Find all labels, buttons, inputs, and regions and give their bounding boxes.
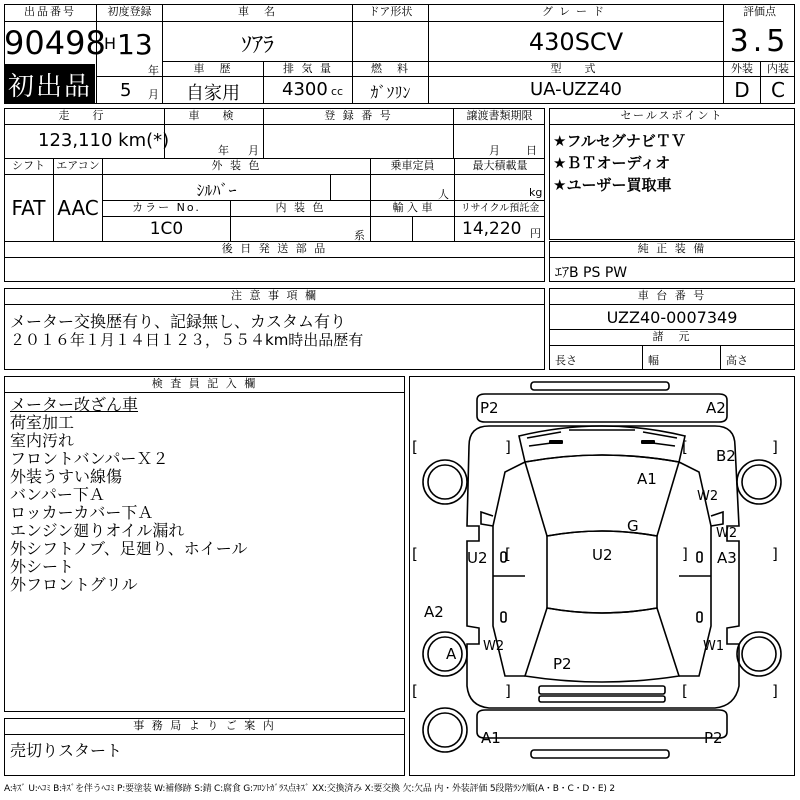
year-unit: 年 [148, 64, 159, 77]
lot-no: 90498 [4, 24, 106, 62]
inspection-label: 車 検 [188, 109, 240, 122]
length-label: 長さ [555, 354, 577, 367]
ext-color-value: ｼﾙﾊﾞｰ [196, 181, 237, 200]
recycle-unit: 円 [530, 227, 541, 240]
score-label: 評価点 [743, 5, 776, 18]
panel-bracket: ] [505, 438, 511, 456]
displacement-value: 4300 [282, 79, 328, 100]
import-label: 輸 入 車 [392, 201, 433, 214]
sales-point-item: ★フルセグナビＴＶ [553, 132, 686, 150]
inspector-line: フロントバンパーＸ２ [10, 449, 169, 468]
later-parts-label: 後 日 発 送 部 品 [221, 242, 328, 255]
panel-bracket: ] [682, 545, 688, 563]
inspector-line: 荷室加工 [10, 413, 75, 432]
inspector-line: ロッカーカバー下Ａ [10, 503, 154, 522]
panel-bracket: [ [412, 545, 418, 563]
inspector-line: 室内汚れ [10, 431, 75, 450]
score-value: 3.5 [729, 24, 790, 59]
inspector-line: メーター改ざん車 [10, 395, 139, 414]
load-unit: kg [529, 186, 543, 199]
height-label: 高さ [726, 354, 748, 367]
insp-year-unit: 年 [218, 144, 229, 157]
color-no-value: 1C0 [149, 219, 184, 239]
damage-mark: W1 [703, 639, 725, 654]
model-value: UA-UZZ40 [529, 79, 622, 100]
damage-mark: A3 [717, 549, 737, 567]
inspector-line: 外装うすい線傷 [10, 467, 123, 486]
panel-bracket: [ [412, 682, 418, 700]
fuel-label: 燃 料 [371, 62, 410, 75]
exterior-label: 外装 [731, 62, 753, 75]
int-color-unit: 系 [354, 229, 365, 242]
panel-bracket: ] [772, 682, 778, 700]
transfer-day-unit: 日 [526, 144, 537, 157]
damage-mark: W2 [716, 526, 738, 541]
damage-mark: A [446, 645, 457, 663]
first-reg-label: 初度登録 [107, 5, 152, 18]
damage-mark: A1 [637, 470, 657, 488]
color-no-label: カラー No. [132, 201, 201, 214]
mileage-label: 走 行 [58, 109, 110, 122]
displacement-unit: cc [331, 85, 344, 98]
panel-bracket: [ [682, 438, 688, 456]
sales-point-item: ★ＢＴオーディオ [553, 154, 671, 172]
damage-mark: U2 [592, 546, 613, 564]
interior-value: C [771, 78, 785, 102]
capacity-unit: 人 [438, 188, 449, 201]
regno-label: 登 録 番 号 [324, 109, 393, 122]
inspector-line: 外フロントグリル [10, 575, 138, 594]
damage-mark: G [627, 517, 639, 535]
ext-color-label: 外 装 色 [211, 159, 262, 172]
transfer-month-unit: 月 [489, 144, 500, 157]
capacity-label: 乗車定員 [390, 159, 435, 172]
notes-line: ２０１６年１月１４日１２３，５５４km時出品歴有 [10, 331, 364, 349]
exterior-value: D [734, 78, 750, 102]
notes-line: メーター交換歴有り、記録無し、カスタム有り [10, 312, 347, 331]
era: H [104, 34, 117, 53]
inspector-line: バンパー下Ａ [10, 485, 105, 504]
history-value: 自家用 [186, 83, 240, 104]
reg-year: 13 [117, 28, 153, 61]
panel-bracket: ] [772, 438, 778, 456]
chassis-value: UZZ40-0007349 [606, 308, 738, 327]
model-label: 型 式 [550, 62, 602, 75]
inspector-label: 検 査 員 記 入 欄 [151, 377, 258, 390]
damage-mark: P2 [704, 729, 723, 747]
sales-points-label: セールスポイント [620, 109, 724, 122]
panel-bracket: ] [505, 682, 511, 700]
recycle-value: 14,220 [462, 219, 522, 239]
inspector-line: 外シート [10, 557, 75, 576]
door-label: ドア形状 [368, 5, 413, 18]
dims-label: 諸 元 [652, 330, 692, 343]
lot-no-label: 出品番号 [24, 5, 76, 18]
car-name-label: 車 名 [238, 5, 277, 18]
car-name: ｿｱﾗ [240, 33, 274, 58]
office-value: 売切りスタート [10, 741, 123, 760]
car-diagram [409, 376, 795, 776]
interior-label: 内装 [767, 62, 789, 75]
int-color-label: 内 装 色 [275, 201, 326, 214]
load-label: 最大積載量 [472, 159, 528, 172]
notes-label: 注 意 事 項 欄 [231, 289, 318, 302]
damage-mark: P2 [480, 399, 499, 417]
damage-mark: W2 [483, 639, 505, 654]
ac-label: エアコン [56, 159, 100, 172]
panel-bracket: [ [412, 438, 418, 456]
history-label: 車 歴 [193, 62, 233, 75]
first-listing-label: 初出品 [7, 72, 92, 102]
inspector-notes [10, 396, 247, 594]
legend: A:ｷｽﾞ U:ﾍｺﾐ B:ｷｽﾞを伴うﾍｺﾐ P:要塗装 W:補修跡 S:錆 C:腐食 G:ﾌﾛﾝﾄｶﾞﾗｽ点ｷｽﾞ XX:交換済み X:要交換 欠:欠品 内・外装評価 5段階ﾗﾝｸ順(A・B・C・D・E) 2 [4, 784, 615, 794]
shift-label: シフト [12, 159, 45, 172]
damage-mark: A1 [481, 729, 501, 747]
sales-point-item: ★ユーザー買取車 [553, 176, 672, 194]
fuel-value: ｶﾞｿﾘﾝ [370, 83, 411, 102]
genuine-equipment-label: 純 正 装 備 [637, 242, 707, 255]
damage-mark: U2 [467, 549, 488, 567]
inspector-line: エンジン廻りオイル漏れ [10, 521, 185, 540]
reg-month: 5 [120, 80, 132, 101]
damage-mark: W2 [697, 489, 719, 504]
damage-mark: A2 [706, 399, 726, 417]
recycle-label: リサイクル預託金 [460, 203, 540, 214]
grade-label: グレード [542, 5, 610, 18]
genuine-equipment-value: ｴｱB PS PW [555, 265, 628, 281]
chassis-label: 車 台 番 号 [637, 289, 707, 302]
damage-mark: A2 [424, 603, 444, 621]
inspector-line: 外シフトノブ、足廻り、ホイール [10, 539, 248, 558]
panel-bracket: [ [505, 545, 511, 563]
panel-bracket: [ [682, 682, 688, 700]
damage-mark: B2 [716, 447, 736, 465]
insp-month-unit: 月 [248, 144, 259, 157]
displacement-label: 排 気 量 [283, 62, 333, 75]
ac-value: AAC [57, 196, 99, 220]
office-label: 事 務 局 よ り ご 案 内 [133, 719, 276, 732]
month-unit: 月 [148, 88, 159, 101]
damage-mark: P2 [553, 655, 572, 673]
transfer-label: 譲渡書類期限 [466, 109, 533, 122]
panel-bracket: ] [772, 545, 778, 563]
grade-value: 430SCV [528, 28, 624, 56]
shift-value: FAT [11, 196, 46, 220]
mileage-value: 123,110 km(*) [38, 130, 170, 151]
width-label: 幅 [648, 354, 659, 367]
